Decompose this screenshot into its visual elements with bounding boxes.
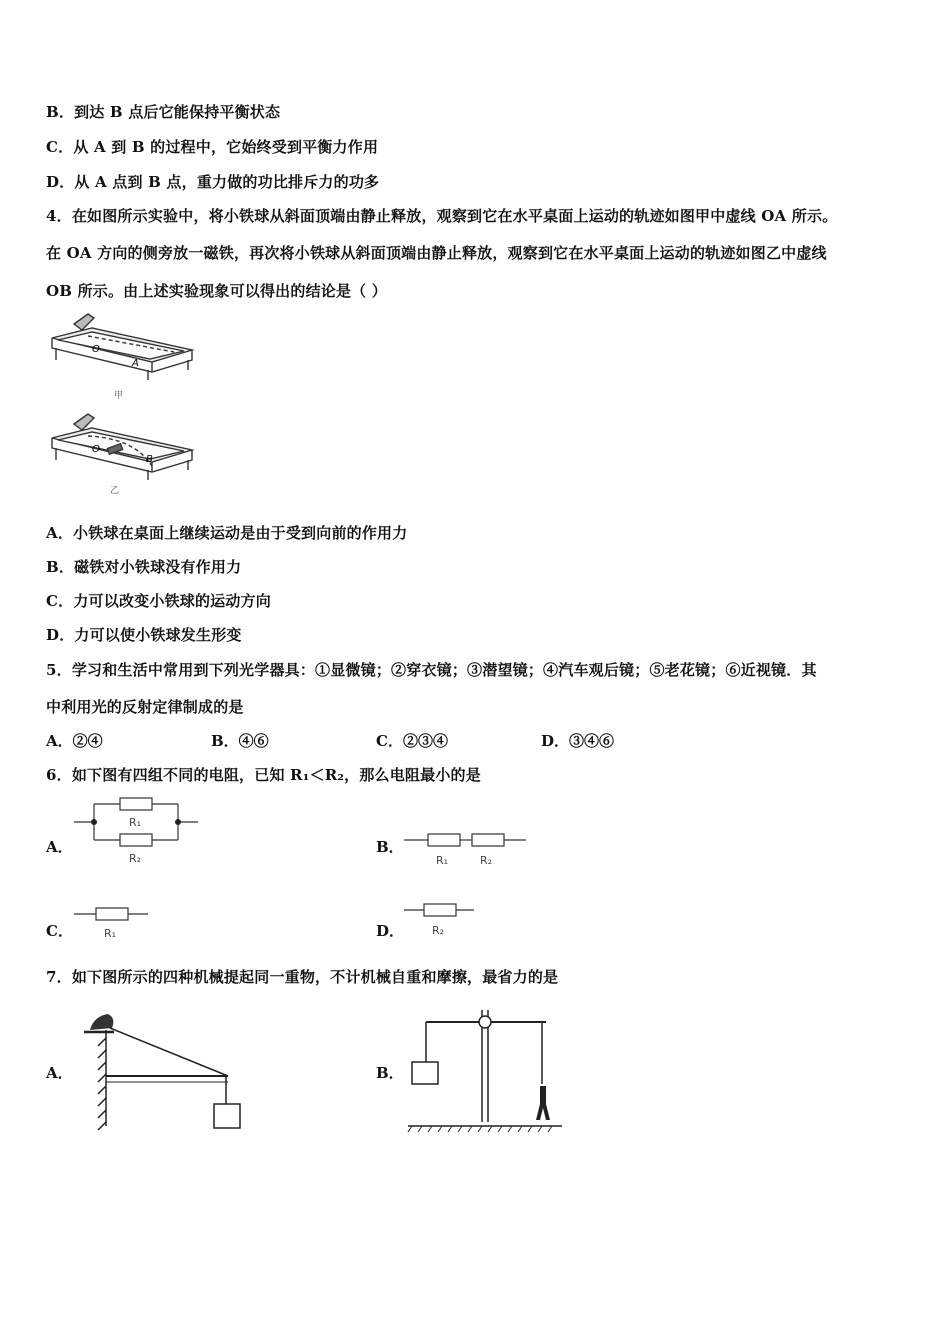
series-r1-label: R₁ <box>436 854 449 867</box>
q7-label-b: B． <box>376 1064 404 1082</box>
resistor-r1-label: R₁ <box>129 816 142 829</box>
q4-experiment-figure <box>44 310 204 500</box>
q5-stem-line-1: 5．学习和生活中常用到下列光学器具：①显微镜；②穿衣镜；③潜望镜；④汽车观后镜；⑤老花镜；⑥近视镜．其 <box>46 661 817 679</box>
resistor-r2-label: R₂ <box>129 852 142 865</box>
q3-option-d: D．从 A 点到 B 点，重力做的功比排斥力的功多 <box>46 173 380 191</box>
q6-label-d: D． <box>376 922 405 940</box>
person-icon <box>90 1014 113 1030</box>
q4-stem-line-1: 4．在如图所示实验中，将小铁球从斜面顶端由静止释放，观察到它在水平桌面上运动的轨迹如图甲中虚线 OA 所示。 <box>46 207 838 225</box>
crane-figure <box>406 1000 566 1136</box>
q6-label-a: A． <box>46 838 73 856</box>
table-figure-jia <box>52 314 192 380</box>
q3-option-b: B．到达 B 点后它能保持平衡状态 <box>46 103 281 121</box>
single-r1-label: R₁ <box>104 927 117 940</box>
q7-stem: 7．如下图所示的四种机械提起同一重物，不计机械自重和摩擦，最省力的是 <box>46 968 559 986</box>
q7-label-a: A． <box>46 1064 73 1082</box>
single-resistor-r2 <box>404 900 476 942</box>
q4-stem-line-2: 在 OA 方向的侧旁放一磁铁，再次将小铁球从斜面顶端由静止释放，观察到它在水平桌面上运动的轨迹如图乙中虚线 <box>46 244 827 262</box>
q5-option-d: D．③④⑥ <box>541 732 615 750</box>
label-a: A <box>132 358 139 369</box>
q6-label-c: C． <box>46 922 73 940</box>
q3-option-c: C．从 A 到 B 的过程中，它始终受到平衡力作用 <box>46 138 379 156</box>
table-figure-yi <box>52 414 192 480</box>
person-pulling-icon <box>536 1086 550 1120</box>
q6-label-b: B． <box>376 838 404 856</box>
q5-option-a: A．②④ <box>46 732 103 750</box>
single-resistor-r1 <box>74 900 150 942</box>
parallel-resistor-circuit <box>74 792 200 870</box>
lever-wall-figure <box>76 1004 248 1136</box>
q5-stem-line-2: 中利用光的反射定律制成的是 <box>46 698 244 716</box>
q4-option-a: A．小铁球在桌面上继续运动是由于受到向前的作用力 <box>46 524 408 542</box>
q5-option-b: B．④⑥ <box>211 732 269 750</box>
q6-stem: 6．如下图有四组不同的电阻，已知 R₁＜R₂，那么电阻最小的是 <box>46 766 481 784</box>
caption-jia: 甲 <box>114 391 124 401</box>
series-r2-label: R₂ <box>480 854 493 867</box>
label-b: B <box>146 454 153 465</box>
label-o: O <box>92 344 100 355</box>
q4-option-d: D．力可以使小铁球发生形变 <box>46 626 242 644</box>
pulley-icon <box>479 1016 491 1028</box>
q4-stem-line-3: OB 所示。由上述实验现象可以得出的结论是（ ） <box>46 282 387 300</box>
series-resistor-circuit <box>404 826 528 870</box>
caption-yi: 乙 <box>110 486 120 496</box>
q4-option-b: B．磁铁对小铁球没有作用力 <box>46 558 242 576</box>
q4-option-c: C．力可以改变小铁球的运动方向 <box>46 592 271 610</box>
label-o-2: O <box>92 444 100 455</box>
single-r2-label: R₂ <box>432 924 445 937</box>
q5-option-c: C．②③④ <box>376 732 448 750</box>
